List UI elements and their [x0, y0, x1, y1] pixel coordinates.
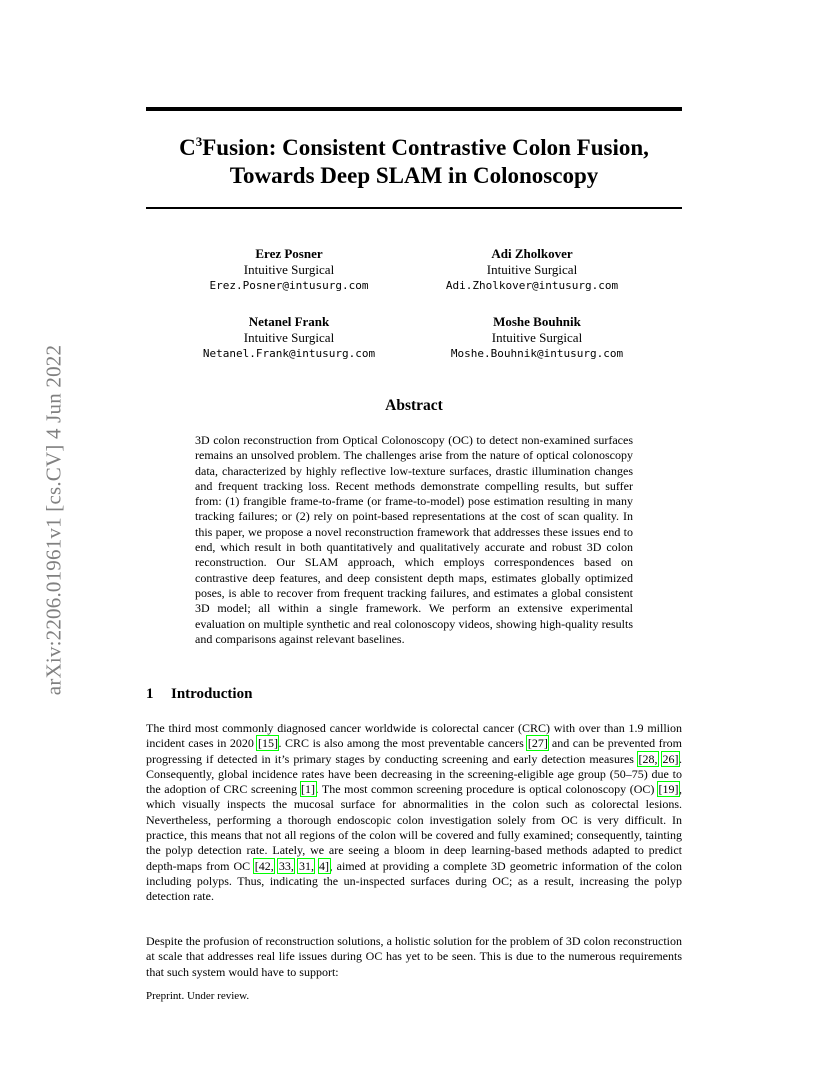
title-prefix: C	[179, 135, 196, 160]
intro-text: The third most commonly diagnosed cancer worldwide is colorectal cancer (CRC) with over than 1.9 million incident cases in 2020	[146, 721, 682, 751]
citation-link[interactable]: 31,	[298, 858, 314, 873]
citation-link[interactable]: [27]	[527, 736, 548, 751]
intro-text: . Consequently, global incidence rates have been decreasing in the screening-eligible age group (50–75) due to the adoption of CRC screening	[146, 751, 682, 797]
title-line1: Fusion: Consistent Contrastive Colon Fusion,	[202, 135, 649, 160]
author-email[interactable]: Erez.Posner@intusurg.com	[209, 279, 369, 292]
title-bottom-rule	[146, 207, 682, 209]
section-heading-introduction	[146, 686, 252, 703]
author-affiliation: Intuitive Surgical	[243, 262, 335, 277]
author-affiliation: Intuitive Surgical	[486, 262, 578, 277]
citation-link[interactable]: [15]	[257, 736, 278, 751]
citation-link[interactable]: 26]	[662, 751, 679, 766]
citation-link[interactable]: 4]	[319, 858, 330, 873]
top-rule	[146, 107, 682, 111]
intro-text: , which visually inspects the mucosal surface for abnormalities in the colon such as colorectal lesions. Nevertheless, performing a thorough endoscopic colon investigation solely from OC is very difficult. In practice, this means that not all regions of the colon will be covered and fully examined; consequently, tainting the polyp detection rate. Lately, we are seeing a bloom in deep learning-based methods adapted to predict depth-maps from OC	[146, 782, 682, 873]
intro-text: and can be prevented from progressing if detected in it’s primary stages by conducting screening and early detection measures	[146, 736, 682, 766]
citation-link[interactable]: [19]	[658, 782, 679, 797]
intro-text: , aimed at providing a complete 3D geometric information of the colon including polyps. Thus, indicating the un-inspected surfaces during OC; as a result, increasing the polyp detection rate.	[146, 858, 683, 904]
citation-link[interactable]: [1]	[301, 782, 316, 797]
author-block	[407, 314, 667, 362]
author-email[interactable]: Moshe.Bouhnik@intusurg.com	[450, 347, 624, 360]
abstract-heading: Abstract	[385, 397, 443, 414]
author-affiliation: Intuitive Surgical	[491, 330, 583, 345]
title-line2: Towards Deep SLAM in Colonoscopy	[229, 163, 599, 188]
author-email[interactable]: Netanel.Frank@intusurg.com	[202, 347, 376, 360]
intro-text: . The most common screening procedure is optical colonoscopy (OC)	[315, 782, 658, 797]
footer-note: Preprint. Under review.	[146, 990, 250, 1002]
intro-text: . CRC is also among the most preventable cancers	[278, 736, 528, 751]
author-block	[159, 314, 419, 362]
intro-paragraph-1	[146, 721, 682, 905]
author-name: Netanel Frank	[248, 314, 330, 329]
author-name: Erez Posner	[255, 246, 323, 261]
citation-link[interactable]: [28,	[638, 751, 658, 766]
abstract-text: 3D colon reconstruction from Optical Colonoscopy (OC) to detect non-examined surfaces remains an unsolved problem. The challenges arise from the nature of optical colonoscopy data, characterized by highly reflective low-texture surfaces, drastic illumination changes and frequent tracking loss. Recent methods demonstrate compelling results, but suffer from: (1) frangible frame-to-frame (or frame-to-model) pose estimation resulting in many tracking failures; or (2) rely on point-based representations at the cost of scan quality. In this paper, we propose a novel reconstruction framework that addresses these issues end to end, which result in both quantitatively and qualitatively accurate and robust 3D colon reconstruction. Our SLAM approach, which employs correspondences based on contrastive deep features, and deep consistent depth maps, estimates globally optimized poses, is able to recover from frequent tracking failures, and estimates a global consistent 3D model; all within a single framework. We perform an extensive experimental evaluation on multiple synthetic and real colonoscopy videos, showing high-quality results and comparisons against relevant baselines.	[195, 433, 633, 646]
author-block	[159, 246, 419, 294]
author-name: Adi Zholkover	[491, 246, 573, 261]
citation-link[interactable]: 33,	[278, 858, 294, 873]
paper-title	[146, 134, 682, 190]
section-number: 1	[146, 686, 154, 702]
title-superscript: 3	[195, 134, 203, 149]
citation-link[interactable]: [42,	[254, 858, 274, 873]
author-affiliation: Intuitive Surgical	[243, 330, 335, 345]
author-email[interactable]: Adi.Zholkover@intusurg.com	[445, 279, 619, 292]
author-block	[402, 246, 662, 294]
arxiv-stamp: arXiv:2206.01961v1 [cs.CV] 4 Jun 2022	[41, 344, 66, 696]
intro-paragraph-2: Despite the profusion of reconstruction solutions, a holistic solution for the problem of 3D colon reconstruction at scale that addresses real life issues during OC has yet to be seen. This is due to the numerous requirements that such system would have to support:	[146, 934, 682, 979]
section-title: Introduction	[171, 686, 253, 702]
author-name: Moshe Bouhnik	[493, 314, 581, 329]
